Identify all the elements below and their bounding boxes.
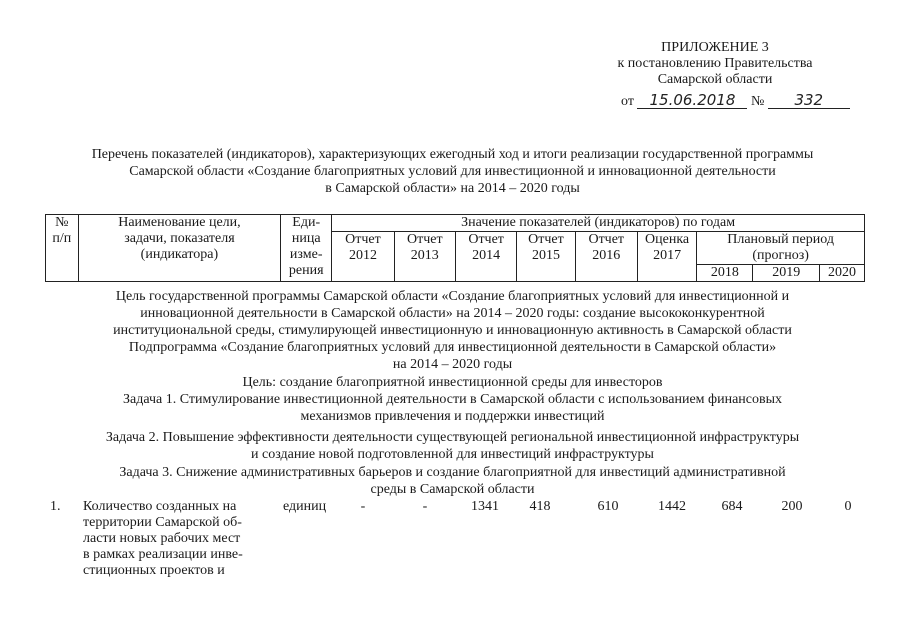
row1-name: [83, 499, 243, 579]
subprogram-line-1: Подпрограмма «Создание благоприятных условий для инвестиционной деятельности в Самарской области»: [128, 340, 777, 355]
task2-line-1: Задача 2. Повышение эффективности деятельности существующей региональной инвестиционной инфраструктуры: [105, 430, 800, 445]
doc-title-line1: Перечень показателей (индикаторов), характеризующих ежегодный ход и итоги реализации государственной программы: [91, 147, 814, 162]
decree-date: 15.06.2018: [637, 92, 747, 109]
col-2012-kind: Отчет: [345, 232, 381, 247]
plan-period-header: [697, 232, 865, 265]
col-2016-kind: Отчет: [588, 232, 625, 247]
col-2016: [575, 232, 637, 282]
number-label: №: [750, 94, 765, 109]
col-2012-year: 2012: [348, 248, 377, 263]
goal-line-2: инновационной деятельности в Самарской области» на 2014 – 2020 годы: создание высококонкурентной: [140, 306, 765, 321]
appendix-title: ПРИЛОЖЕНИЕ 3: [661, 40, 769, 55]
col-2020: 2020: [819, 265, 864, 282]
col-2015-year: 2015: [531, 248, 560, 263]
row1-val-2012: -: [360, 499, 366, 514]
col-2018: 2018: [697, 265, 753, 282]
indicators-table-header: [45, 214, 865, 282]
forecast-label: (прогноз): [752, 248, 809, 263]
name-hdr-2: задачи, показателя: [124, 231, 235, 246]
row1-num: 1.: [50, 499, 61, 514]
col-2013-year: 2013: [410, 248, 439, 263]
task2-line-2: и создание новой подготовленной для инвестиций инфраструктуры: [251, 447, 654, 462]
row1-unit: единиц: [283, 499, 327, 514]
goal-line-3: институциональной среды, стимулирующей инвестиционную и инновационную активность в Самарской области: [113, 323, 792, 338]
doc-title-line2: Самарской области «Создание благоприятных условий для инвестиционной и инновационной деятельности: [129, 164, 776, 179]
row1-val-2017: 1442: [658, 499, 686, 514]
task3-line-1: Задача 3. Снижение административных барьеров и создание благоприятной для инвестиций административной: [119, 465, 786, 480]
row1-name-l3: ласти новых рабочих мест: [83, 531, 241, 546]
col-2012: [332, 232, 394, 282]
row1-val-2016: 610: [597, 499, 619, 514]
row1-val-2013: -: [422, 499, 428, 514]
task3-line-2: среды в Самарской области: [370, 482, 535, 497]
col-2017: [637, 232, 696, 282]
name-hdr-1: Наименование цели,: [118, 215, 241, 230]
row1-name-l1: Количество созданных на: [83, 499, 237, 514]
row1-val-2014: 1341: [471, 499, 499, 514]
col-2015: [517, 232, 575, 282]
row1-name-l2: территории Самарской об-: [83, 515, 242, 530]
appendix-line2: к постановлению Правительства: [617, 56, 813, 71]
col-2016-year: 2016: [592, 248, 621, 263]
num-label: п/п: [52, 231, 72, 246]
row1-name-l4: в рамках реализации инве-: [83, 547, 243, 562]
sub-goal-line: Цель: создание благоприятной инвестиционной среды для инвесторов: [242, 375, 663, 390]
col-num-header: [46, 215, 79, 282]
col-2019: 2019: [753, 265, 819, 282]
unit-hdr-4: рения: [288, 263, 324, 278]
num-sign: №: [55, 215, 69, 230]
values-title: Значение показателей (индикаторов) по годам: [332, 215, 865, 232]
row1-name-l5: стиционных проектов и: [83, 563, 225, 578]
col-2014-kind: Отчет: [468, 232, 504, 247]
unit-hdr-1: Еди-: [292, 215, 321, 230]
row1-val-2020: 0: [844, 499, 852, 514]
col-2015-kind: Отчет: [528, 232, 564, 247]
col-2014-year: 2014: [472, 248, 501, 263]
appendix-header: [590, 40, 840, 88]
decree-ref-line: [621, 92, 850, 110]
appendix-line3: Самарской области: [657, 72, 773, 87]
col-2014: [455, 232, 516, 282]
col-2017-kind: Оценка: [645, 232, 690, 247]
subprogram-line-2: на 2014 – 2020 годы: [392, 357, 513, 372]
plan-label: Плановый период: [727, 232, 834, 247]
doc-title-line3: в Самарской области» на 2014 – 2020 годы: [325, 181, 580, 196]
col-2013: [394, 232, 455, 282]
from-label: от: [621, 94, 634, 109]
col-name-header: [78, 215, 280, 282]
col-2017-year: 2017: [653, 248, 682, 263]
unit-hdr-2: ница: [291, 231, 321, 246]
task1-line-1: Задача 1. Стимулирование инвестиционной деятельности в Самарской области с использованием финансовых: [122, 392, 783, 407]
col-2013-kind: Отчет: [406, 232, 443, 247]
unit-hdr-3: изме-: [289, 247, 323, 262]
row1-val-2015: 418: [529, 499, 551, 514]
goal-line-1: Цель государственной программы Самарской области «Создание благоприятных условий для инвестиционной и: [115, 289, 790, 304]
name-hdr-3: (индикатора): [140, 247, 219, 262]
task1-line-2: механизмов привлечения и поддержки инвестиций: [300, 409, 605, 424]
row1-val-2019: 200: [781, 499, 803, 514]
decree-number: 332: [768, 92, 850, 109]
row1-val-2018: 684: [721, 499, 743, 514]
col-unit-header: [281, 215, 332, 282]
